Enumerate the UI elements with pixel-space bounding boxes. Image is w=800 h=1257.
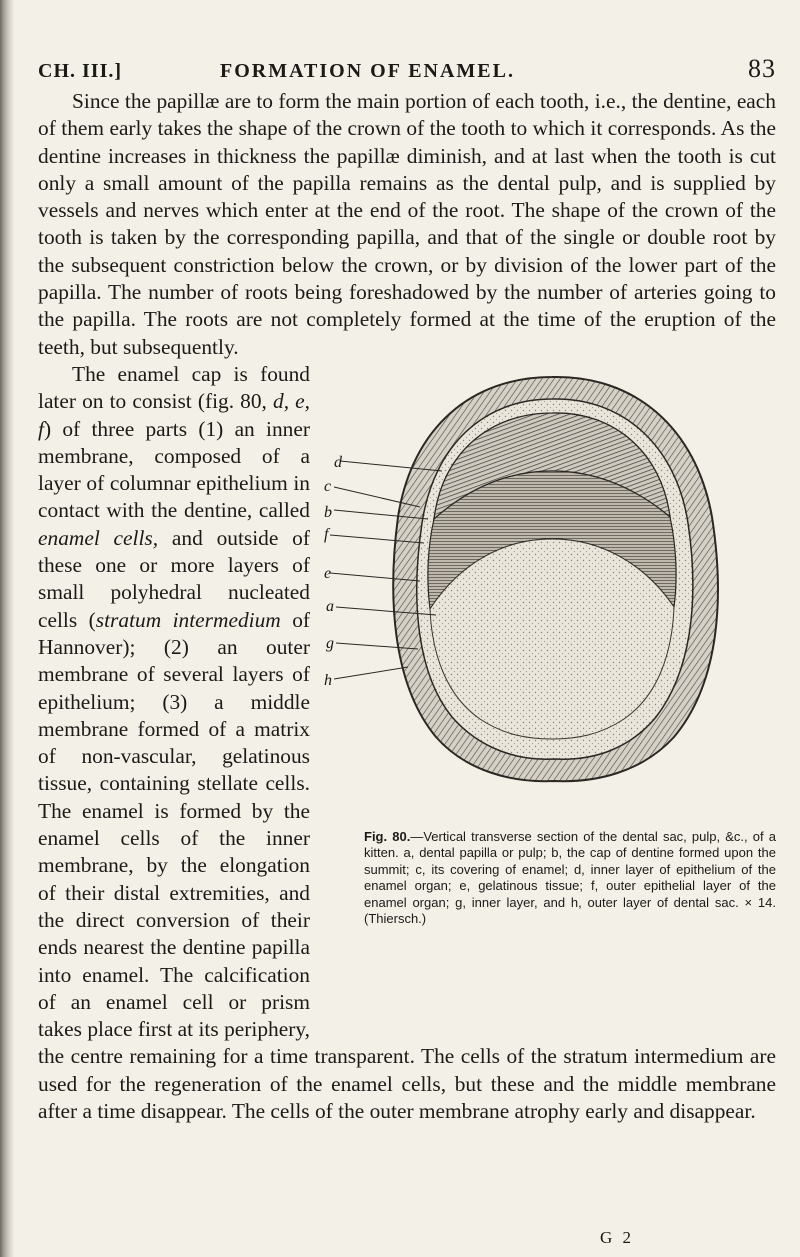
paragraph-2-italic-3: stratum intermedium bbox=[95, 607, 281, 632]
dental-sac-illustration bbox=[324, 367, 776, 827]
paragraph-2-text-1: The enamel cap is found later on to consist (fig. 80, bbox=[38, 361, 310, 414]
label-h: h bbox=[324, 671, 332, 689]
label-d: d bbox=[334, 453, 342, 471]
book-binding-shadow bbox=[0, 0, 14, 1257]
label-g: g bbox=[326, 634, 334, 652]
paragraph-2-text-3: and outside of these one or more layers of small polyhedral nucleated cells ( bbox=[38, 525, 310, 632]
figure-caption-label: Fig. 80. bbox=[364, 828, 411, 844]
book-page bbox=[38, 48, 776, 1123]
paragraph-2-text-4: of Hannover); (2) an outer membrane of several layers of epithelium; (3) a middle membrane formed of a matrix of non-vascular, gelatinous tissue, containing stellate cells. The enamel is formed by the enamel cells of the inner membrane, by the elongation of their distal extremities, and the direct conversion of their ends nearest the dentine papilla into enamel. The calcification of an enamel cell or prism takes place first at its periphery, the centre remaining for a time transparent. The cells of the stratum intermedium are used for the regeneration of the enamel cells, but these and the middle membrane after a time disappear. The cells of the outer membrane atrophy early and disappear. bbox=[38, 607, 776, 1123]
body-text bbox=[38, 88, 776, 1125]
running-title: FORMATION OF ENAMEL. bbox=[220, 60, 515, 82]
figure-caption-text: —Vertical transverse section of the dental sac, pulp, &c., of a kitten. a, dental papilla or pulp; b, the cap of dentine formed upon the summit; c, its covering of enamel; d, inner layer of epithelium of the enamel organ; e, gelatinous tissue; f, outer epithelial layer of the enamel organ; g, inner layer, and h, outer layer of dental sac. × 14. (Thiersch.) bbox=[364, 828, 776, 927]
running-header bbox=[38, 48, 776, 88]
paragraph-2-italic-1: d, e, f bbox=[38, 389, 310, 441]
figure-80 bbox=[324, 367, 776, 1015]
label-a: a bbox=[326, 597, 334, 615]
signature-mark: G 2 bbox=[600, 1228, 635, 1247]
paragraph-2-italic-2: enamel cells, bbox=[38, 525, 159, 550]
label-c: c bbox=[324, 477, 332, 495]
label-f: f bbox=[324, 525, 329, 543]
chapter-reference: CH. III.] bbox=[38, 60, 123, 82]
paragraph-2-text-2: ) of three parts (1) an inner membrane, composed of a layer of columnar epithelium in contact with the dentine, called bbox=[38, 416, 310, 523]
page-number: 83 bbox=[748, 54, 776, 83]
paragraph-1: Since the papillæ are to form the main portion of each tooth, i.e., the dentine, each of them early takes the shape of the crown of the tooth to which it corresponds. As the dentine increases in thickness the papillæ diminish, and at last when the tooth is cut only a small amount of the papilla remains as the dental pulp, and is supplied by vessels and nerves which enter at the end of the root. The shape of the crown of the tooth is taken by the corresponding papilla, and that of the single or double root by the subsequent constriction below the crown, or by division of the lower part of the papilla. The number of roots being foreshadowed by the number of arteries going to the papilla. The roots are not completely formed at the time of the eruption of the teeth, but subsequently. bbox=[38, 89, 776, 359]
label-e: e bbox=[324, 564, 332, 582]
figure-caption bbox=[364, 829, 776, 928]
label-b: b bbox=[324, 503, 332, 521]
